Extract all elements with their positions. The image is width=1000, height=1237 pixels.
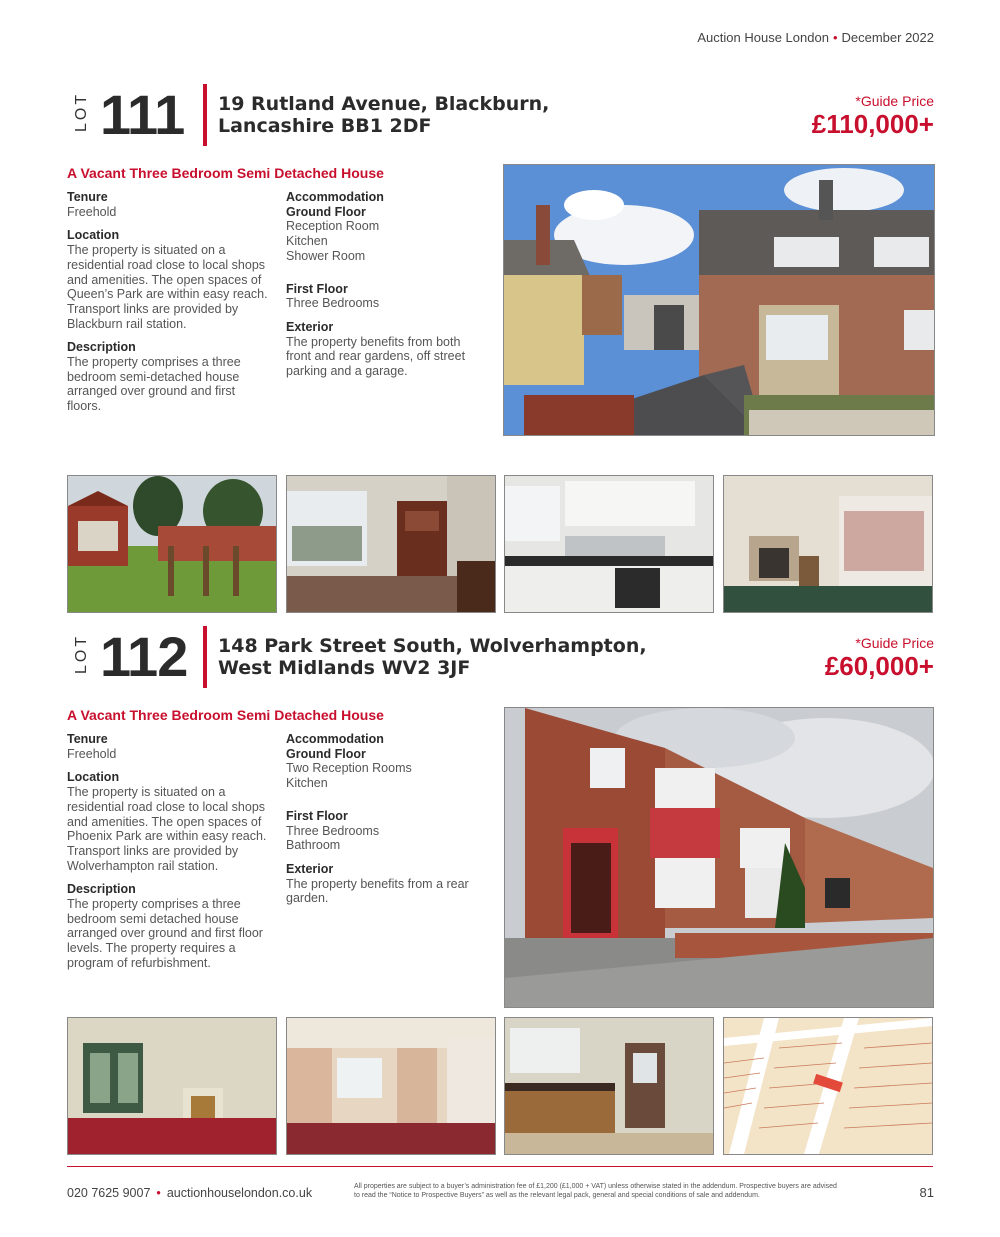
tenure-value: Freehold xyxy=(67,746,117,761)
details-right-column xyxy=(286,732,496,915)
lot-subtitle: A Vacant Three Bedroom Semi Detached House xyxy=(67,165,384,181)
lot-number: 112 xyxy=(100,625,188,688)
separator-dot: • xyxy=(156,1186,161,1200)
lot-address xyxy=(218,635,647,679)
first-floor-list: Three Bedrooms xyxy=(286,296,380,311)
exterior-heading: Exterior xyxy=(286,319,334,334)
first-floor-list: Three Bedrooms Bathroom xyxy=(286,823,380,853)
location-heading: Location xyxy=(67,770,120,785)
lot-label: LOT xyxy=(73,91,90,132)
description-heading: Description xyxy=(67,340,136,355)
footer-disclaimer: All properties are subject to a buyer’s administration fee of £1,200 (£1,000 + VAT) unless otherwise stated in the addendum. Prospective buyers are advised to read the “Notice to Prospective Buyers” as well as the relevant legal pack, general and special conditions of sale and addendum. xyxy=(354,1183,837,1199)
location-heading: Location xyxy=(67,228,120,243)
address-line-1: 19 Rutland Avenue, Blackburn, xyxy=(218,93,550,115)
address-line-1: 148 Park Street South, Wolverhampton, xyxy=(218,635,647,657)
separator-dot: • xyxy=(832,30,838,45)
thumbnail-photo-1[interactable] xyxy=(67,475,277,613)
page-header xyxy=(697,30,934,45)
brand-name: Auction House London xyxy=(697,30,829,45)
footer-contact xyxy=(67,1186,312,1200)
exterior-text: The property benefits from a rear garden. xyxy=(286,876,469,906)
thumbnail-photo-1[interactable] xyxy=(67,1017,277,1155)
description-text: The property comprises a three bedroom semi detached house arranged over ground and first floor levels. The property requires a program of refurbishment. xyxy=(67,897,263,970)
location-text: The property is situated on a residential road close to local shops and amenities. The open spaces of Phoenix Park are within easy reach. Transport links are provided by Wolverhampton rail station. xyxy=(67,785,267,873)
lot-number: 111 xyxy=(100,83,185,146)
main-property-photo[interactable] xyxy=(503,164,935,436)
guide-price: £110,000+ xyxy=(811,109,934,139)
thumbnail-photo-4[interactable] xyxy=(723,475,933,613)
website-link[interactable]: auctionhouselondon.co.uk xyxy=(166,1186,313,1200)
thumbnail-photo-3[interactable] xyxy=(504,475,714,613)
thumbnail-photo-3[interactable] xyxy=(504,1017,714,1155)
footer-divider xyxy=(67,1166,933,1167)
details-right-column xyxy=(286,190,496,388)
tenure-heading: Tenure xyxy=(67,732,108,746)
location-text: The property is situated on a residential road close to local shops and amenities. The open spaces of Queen’s Park are within easy reach. Transport links are provided by Blackburn rail station. xyxy=(67,243,268,331)
exterior-text: The property benefits from both front and rear gardens, off street parking and a garage. xyxy=(286,334,466,379)
guide-price-label: *Guide Price xyxy=(855,635,934,651)
main-property-photo[interactable] xyxy=(504,707,934,1008)
tenure-value: Freehold xyxy=(67,204,117,219)
thumbnail-photo-2[interactable] xyxy=(286,475,496,613)
ground-floor-list: Two Reception Rooms Kitchen xyxy=(286,761,412,791)
lot-divider xyxy=(203,84,207,146)
details-left-column xyxy=(67,190,282,423)
accommodation-heading: Accommodation xyxy=(286,190,384,204)
ground-floor-list: Reception Room Kitchen Shower Room xyxy=(286,219,380,263)
ground-floor-heading: Ground Floor xyxy=(286,204,366,219)
guide-price-label: *Guide Price xyxy=(855,93,934,109)
address-line-2: Lancashire BB1 2DF xyxy=(218,115,432,137)
guide-price: £60,000+ xyxy=(824,651,934,681)
lot-address xyxy=(218,93,549,137)
thumbnail-photo-2[interactable] xyxy=(286,1017,496,1155)
page-number: 81 xyxy=(919,1185,934,1200)
address-line-2: West Midlands WV2 3JF xyxy=(218,657,471,679)
ground-floor-heading: Ground Floor xyxy=(286,746,366,761)
lot-subtitle: A Vacant Three Bedroom Semi Detached House xyxy=(67,707,384,723)
first-floor-heading: First Floor xyxy=(286,808,348,823)
tenure-heading: Tenure xyxy=(67,190,108,204)
phone-number[interactable]: 020 7625 9007 xyxy=(67,1186,151,1200)
accommodation-heading: Accommodation xyxy=(286,732,384,746)
description-text: The property comprises a three bedroom semi-detached house arranged over ground and first floors. xyxy=(67,355,241,414)
details-left-column xyxy=(67,732,282,980)
first-floor-heading: First Floor xyxy=(286,281,348,296)
lot-label: LOT xyxy=(73,633,90,674)
issue-date: December 2022 xyxy=(841,30,934,45)
exterior-heading: Exterior xyxy=(286,861,334,876)
lot-divider xyxy=(203,626,207,688)
location-map[interactable] xyxy=(723,1017,933,1155)
description-heading: Description xyxy=(67,882,136,897)
